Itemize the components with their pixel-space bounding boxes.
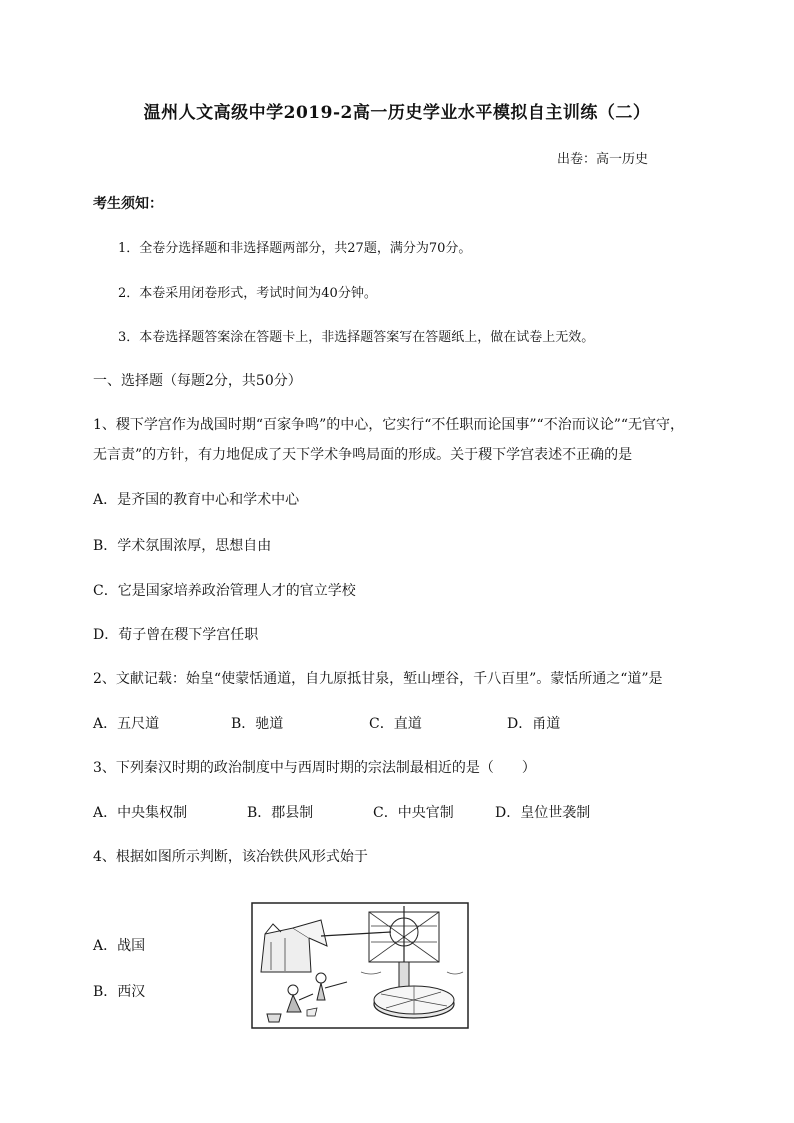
question-2-option-a: A．五尺道	[93, 716, 160, 732]
question-3-stem: 3、下列秦汉时期的政治制度中与西周时期的宗法制最相近的是（ ）	[93, 760, 536, 776]
question-3-option-c: C．中央官制	[373, 805, 454, 821]
question-3-option-d: D．皇位世袭制	[495, 805, 591, 821]
notice-heading: 考生须知：	[93, 196, 163, 212]
iron-smelting-illustration	[251, 902, 469, 1029]
question-2-option-d: D．甬道	[507, 716, 561, 732]
question-1-option-d: D．荀子曾在稷下学宫任职	[93, 627, 259, 643]
question-1-option-a: A．是齐国的教育中心和学术中心	[93, 492, 300, 508]
section-heading: 一、选择题（每题2分，共50分）	[93, 373, 302, 389]
question-1-stem-line1: 1、稷下学宫作为战国时期“百家争鸣”的中心，它实行“不任职而论国事”“不治而议论”“无官守，	[93, 417, 685, 433]
question-4-option-b: B．西汉	[93, 984, 146, 1000]
question-1-option-c: C．它是国家培养政治管理人才的官立学校	[93, 583, 356, 599]
iron-smelting-drawing	[251, 902, 469, 1029]
question-4-stem: 4、根据如图所示判断，该冶铁供风形式始于	[93, 849, 368, 865]
notice-item-3: 3．本卷选择题答案涂在答题卡上，非选择题答案写在答题纸上，做在试卷上无效。	[118, 330, 595, 345]
question-1-option-b: B．学术氛围浓厚，思想自由	[93, 538, 272, 554]
question-4-option-a: A．战国	[93, 938, 146, 954]
notice-item-2: 2．本卷采用闭卷形式，考试时间为40分钟。	[118, 286, 377, 301]
question-1-stem-line2: 无言责”的方针，有力地促成了天下学术争鸣局面的形成。关于稷下学宫表述不正确的是	[93, 447, 633, 463]
question-2-option-c: C．直道	[369, 716, 422, 732]
exam-author: 出卷：高一历史	[556, 152, 648, 167]
exam-title: 温州人文高级中学2019-2高一历史学业水平模拟自主训练（二）	[143, 103, 651, 123]
notice-item-1: 1．全卷分选择题和非选择题两部分，共27题，满分为70分。	[118, 241, 472, 256]
question-2-stem: 2、文献记载：始皇“使蒙恬通道，自九原抵甘泉，堑山堙谷，千八百里”。蒙恬所通之“道”是	[93, 671, 663, 687]
question-3-option-a: A．中央集权制	[93, 805, 188, 821]
question-2-option-b: B．驰道	[231, 716, 284, 732]
question-3-option-b: B．郡县制	[247, 805, 314, 821]
